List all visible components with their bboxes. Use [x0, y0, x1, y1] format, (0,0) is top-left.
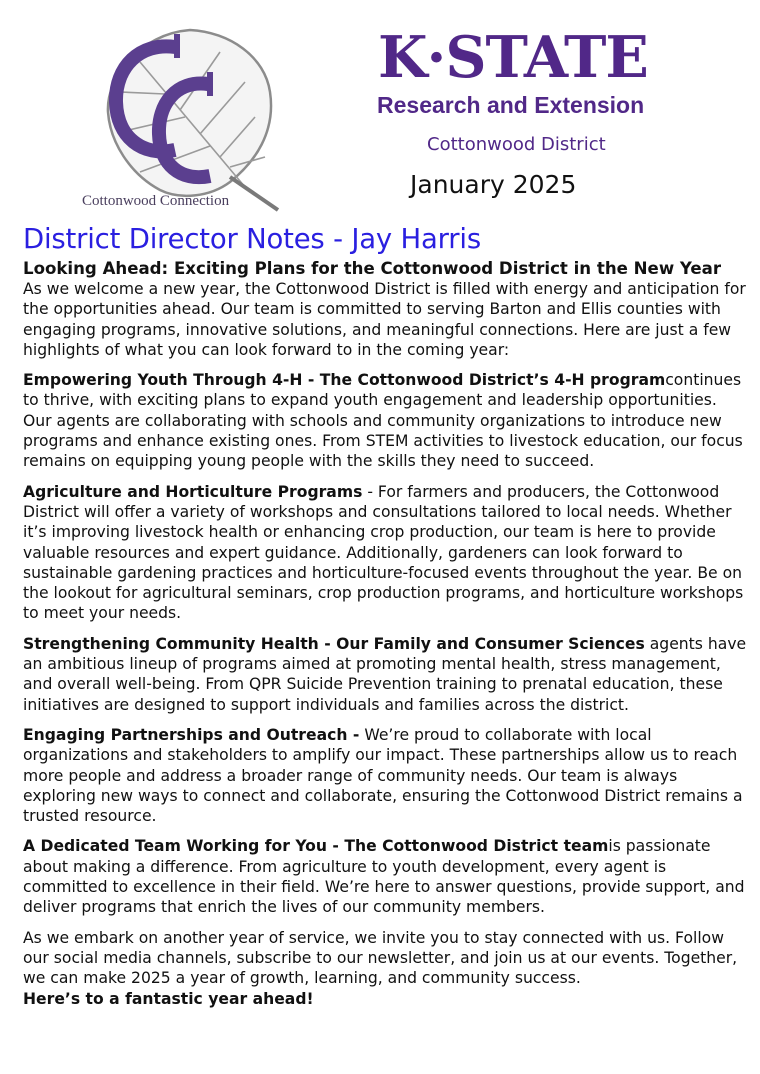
section-body: We’re proud to collaborate with local organizations and stakeholders to amplify our impact. These partnerships allow us to reach more people and address a broader range of community needs. Our team is always exploring new ways to connect and collaborate, ensuring the Cottonwood District remains a trusted resource. — [23, 725, 743, 826]
district-name: Cottonwood District — [427, 134, 606, 155]
signoff: Here’s to a fantastic year ahead! — [23, 989, 314, 1008]
section-paragraph-partnerships — [23, 725, 747, 826]
cottonwood-leaf-cc-logo-icon — [80, 22, 280, 214]
section-heading: Agriculture and Horticulture Programs — [23, 482, 363, 501]
section-paragraph-team — [23, 836, 747, 917]
section-title: District Director Notes - Jay Harris — [23, 223, 481, 255]
intro-paragraph: As we welcome a new year, the Cottonwood District is filled with energy and anticipation for the opportunities ahead. Our team is committed to serving Barton and Ellis counties with engaging programs, innovative solutions, and meaningful connections. Here are just a few highlights of what you can look forward to in the coming year: — [23, 280, 746, 359]
section-body: is passionate about making a difference. From agriculture to youth development, every agent is committed to excellence in their field. We’re here to answer questions, provide support, and deliver programs that enrich the lives of our community members. — [23, 837, 745, 917]
section-heading: Empowering Youth Through 4-H - The Cottonwood District’s 4-H program — [23, 371, 666, 390]
section-paragraph-health — [23, 634, 747, 715]
article-body — [23, 222, 747, 1009]
section-heading: Engaging Partnerships and Outreach - — [23, 725, 360, 744]
section-heading: A Dedicated Team Working for You - The Cottonwood District team — [23, 837, 609, 856]
issue-date: January 2025 — [410, 170, 577, 199]
section-heading: Strengthening Community Health - Our Family and Consumer Sciences — [23, 634, 645, 653]
section-body: continues to thrive, with exciting plans to expand youth engagement and leadership opportunities. Our agents are collaborating with schools and community organizations to introduce new programs and enhance existing ones. From STEM activities to livestock education, our focus remains on equipping young people with the skills they need to succeed. — [23, 371, 743, 471]
closing-paragraph — [23, 928, 747, 1009]
org-subtitle: Research and Extension — [377, 92, 645, 118]
section-paragraph-agriculture — [23, 482, 747, 624]
org-name: K·STATE — [378, 24, 648, 91]
section-body: - For farmers and producers, the Cottonwood District will offer a variety of workshops and consultations tailored to local needs. Whether it’s improving livestock health or enhancing crop production, our team is here to provide valuable resources and expert guidance. Additionally, gardeners can look forward to sustainable gardening practices and horticulture-focused events throughout the year. Be on the lookout for agricultural seminars, crop production programs, and horticulture workshops to meet your needs. — [23, 482, 744, 623]
section-body: agents have an ambitious lineup of programs aimed at promoting mental health, stress management, and overall well-being. From QPR Suicide Prevention training to prenatal education, these initiatives are designed to support individuals and families across the district. — [23, 634, 747, 714]
article-headline: Looking Ahead: Exciting Plans for the Cottonwood District in the New Year — [23, 259, 722, 278]
section-paragraph-youth — [23, 370, 747, 471]
closing-text: As we embark on another year of service, we invite you to stay connected with us. Follow our social media channels, subscribe to our newsletter, and join us at our events. Together, we can make 2025 a year of growth, learning, and community success. — [23, 928, 738, 988]
logo-caption: Cottonwood Connection — [82, 193, 230, 209]
